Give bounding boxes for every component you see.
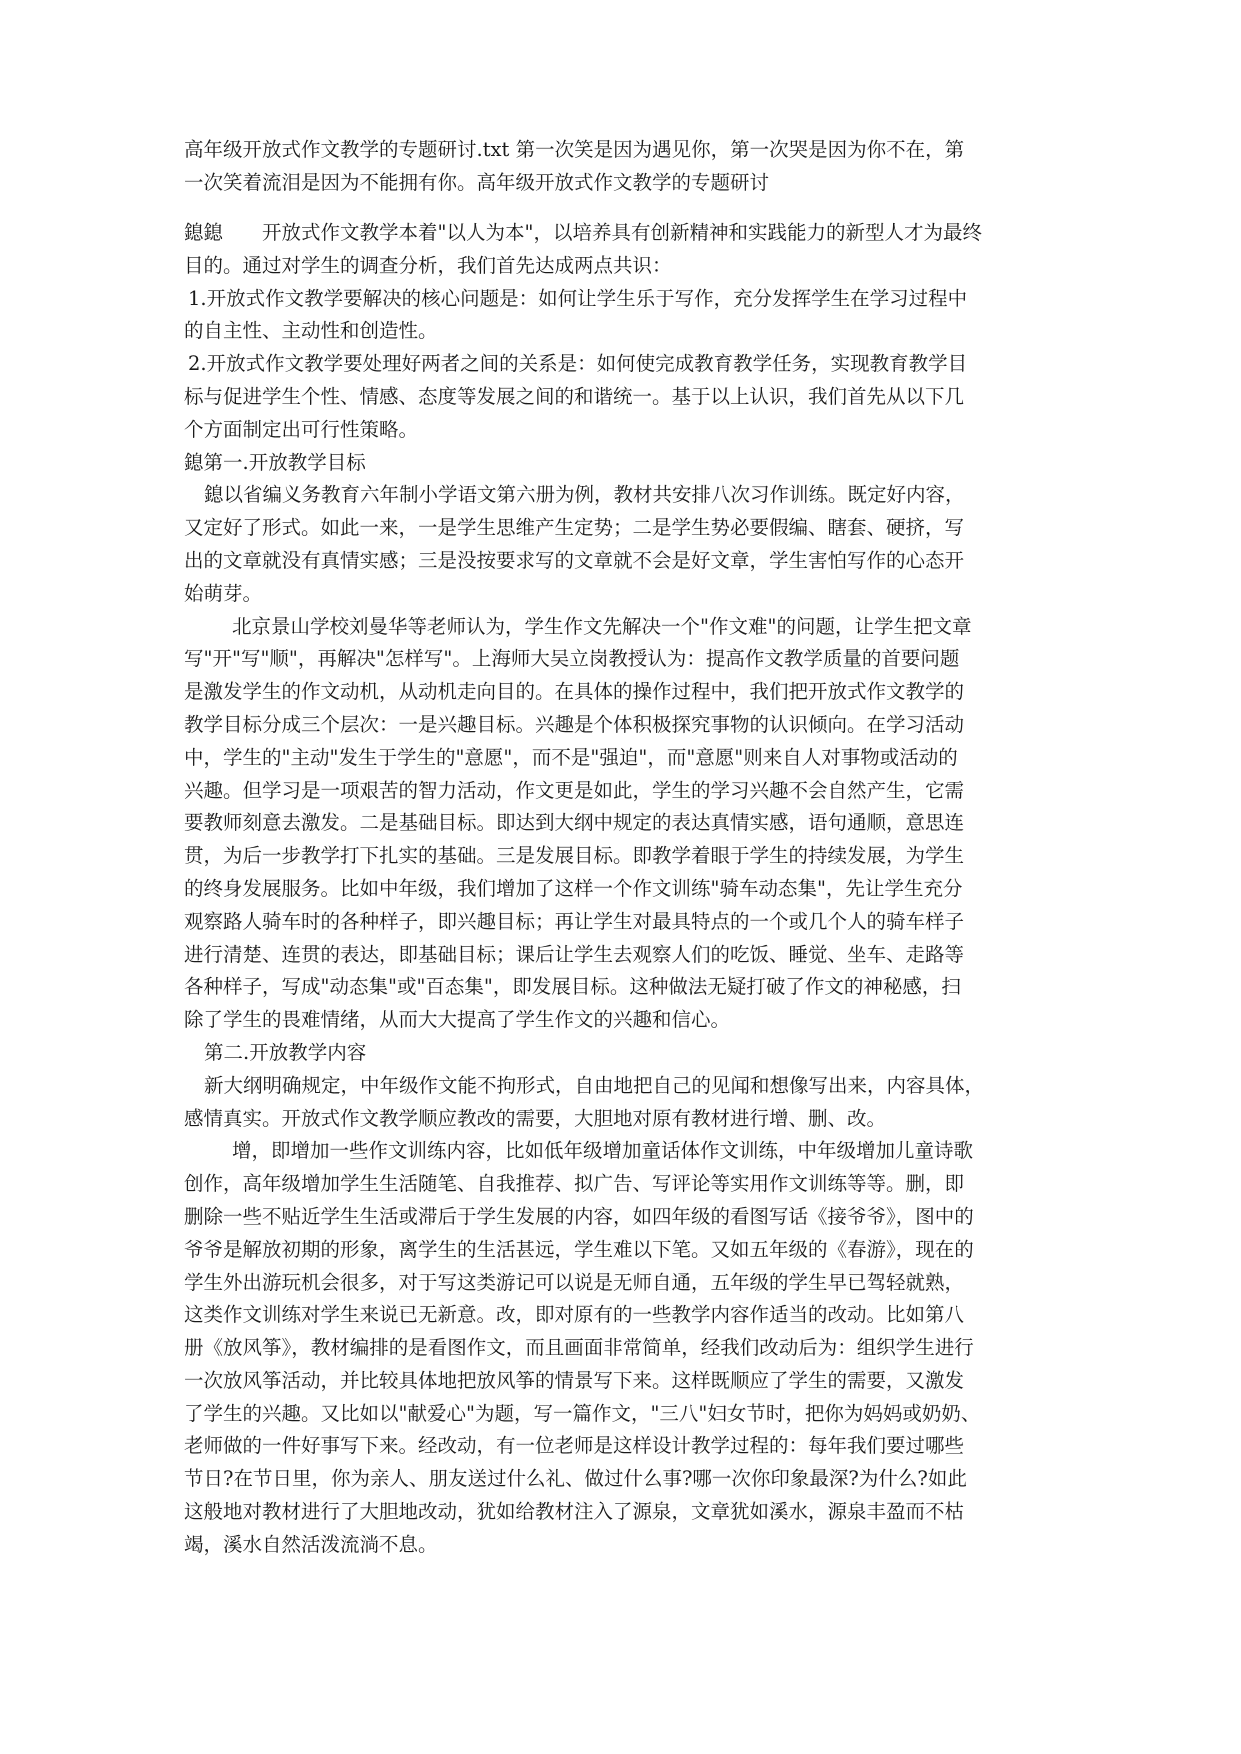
body-line: 增，即增加一些作文训练内容，比如低年级增加童话体作文训练，中年级增加儿童诗歌 (232, 1139, 974, 1163)
body-line: 北京景山学校刘曼华等老师认为，学生作文先解决一个"作文难"的问题，让学生把文章 (232, 614, 972, 638)
body-line: 兴趣。但学习是一项艰苦的智力活动，作文更是如此，学生的学习兴趣不会自然产生，它需 (184, 778, 965, 802)
body-line: 册《放风筝》，教材编排的是看图作文，而且画面非常简单，经我们改动后为：组织学生进行 (184, 1336, 974, 1360)
body-line: 标与促进学生个性、情感、态度等发展之间的和谐统一。基于以上认识，我们首先从以下几 (184, 384, 965, 408)
body-line: 要教师刻意去激发。二是基础目标。即达到大纲中规定的表达真情实感，语句通顺，意思连 (184, 811, 965, 835)
body-line: 出的文章就没有真情实感；三是没按要求写的文章就不会是好文章，学生害怕写作的心态开 (184, 548, 965, 572)
body-line: 感情真实。开放式作文教学顺应教改的需要，大胆地对原有教材进行增、删、改。 (184, 1106, 887, 1130)
body-line: 目的。通过对学生的调查分析，我们首先达成两点共识： (184, 253, 672, 277)
body-line: 的自主性、主动性和创造性。 (184, 319, 438, 343)
body-line: 鎴以省编义务教育六年制小学语文第六册为例，教材共安排八次习作训练。既定好内容， (204, 483, 965, 507)
body-line: 教学目标分成三个层次：一是兴趣目标。兴趣是个体积极探究事物的认识倾向。在学习活动 (184, 712, 965, 736)
section-heading: 第二.开放教学内容 (204, 1040, 367, 1064)
body-line: 是激发学生的作文动机，从动机走向目的。在具体的操作过程中，我们把开放式作文教学的 (184, 680, 965, 704)
body-line: 写"开"写"顺"，再解决"怎样写"。上海师大吴立岗教授认为：提高作文教学质量的首要问题 (184, 647, 960, 671)
document-header (184, 134, 1064, 200)
body-line: 观察路人骑车时的各种样子，即兴趣目标；再让学生对最具特点的一个或几个人的骑车样子 (184, 909, 965, 933)
body-line: 鎴鎴 开放式作文教学本着"以人为本"，以培养具有创新精神和实践能力的新型人才为最终 (184, 221, 982, 244)
body-line: 一次放风筝活动，并比较具体地把放风筝的情景写下来。这样既顺应了学生的需要，又激发 (184, 1368, 965, 1392)
body-line: 创作，高年级增加学生生活随笔、自我推荐、拟广告、写评论等实用作文训练等等。删，即 (184, 1172, 965, 1196)
document-body (184, 217, 1064, 1562)
body-line: 爷爷是解放初期的形象，离学生的生活甚远，学生难以下笔。又如五年级的《春游》，现在的 (184, 1237, 974, 1261)
body-line: 这般地对教材进行了大胆地改动，犹如给教材注入了源泉，文章犹如溪水，源泉丰盈而不枯 (184, 1500, 965, 1524)
body-line: 老师做的一件好事写下来。经改动，有一位老师是这样设计教学过程的：每年我们要过哪些 (184, 1434, 965, 1458)
header-line-1: 高年级开放式作文教学的专题研讨.txt 第一次笑是因为遇见你，第一次哭是因为你不在，第 (184, 138, 965, 161)
body-line: 始萌芽。 (184, 581, 263, 605)
body-line: 竭，溪水自然活泼流淌不息。 (184, 1532, 438, 1556)
body-line: 各种样子，写成"动态集"或"百态集"，即发展目标。这种做法无疑打破了作文的神秘感，扫 (184, 975, 961, 999)
body-line: 2.开放式作文教学要处理好两者之间的关系是：如何使完成教育教学任务，实现教育教学目 (188, 352, 968, 376)
body-line: 个方面制定出可行性策略。 (184, 417, 419, 441)
body-line: 节日?在节日里，你为亲人、朋友送过什么礼、做过什么事?哪一次你印象最深?为什么?如此 (184, 1467, 967, 1491)
header-line-2: 一次笑着流泪是因为不能拥有你。高年级开放式作文教学的专题研讨 (184, 170, 770, 194)
body-line: 贯，为后一步教学打下扎实的基础。三是发展目标。即教学着眼于学生的持续发展，为学生 (184, 844, 965, 868)
section-heading: 鎴第一.开放教学目标 (184, 450, 366, 474)
body-line: 除了学生的畏难情绪，从而大大提高了学生作文的兴趣和信心。 (184, 1008, 731, 1032)
body-line: 删除一些不贴近学生生活或滞后于学生发展的内容，如四年级的看图写话《接爷爷》，图中的 (184, 1204, 974, 1228)
body-line: 1.开放式作文教学要解决的核心问题是：如何让学生乐于写作，充分发挥学生在学习过程中 (188, 286, 968, 310)
body-line: 中，学生的"主动"发生于学生的"意愿"，而不是"强迫"，而"意愿"则来自人对事物或活动的 (184, 745, 958, 769)
body-line: 的终身发展服务。比如中年级，我们增加了这样一个作文训练"骑车动态集"，先让学生充分 (184, 876, 963, 900)
body-line: 学生外出游玩机会很多，对于写这类游记可以说是无师自通，五年级的学生早已驾轻就熟， (184, 1270, 965, 1294)
body-line: 这类作文训练对学生来说已无新意。改，即对原有的一些教学内容作适当的改动。比如第八 (184, 1303, 965, 1327)
body-line: 进行清楚、连贯的表达，即基础目标；课后让学生去观察人们的吃饭、睡觉、坐车、走路等 (184, 942, 965, 966)
body-line: 了学生的兴趣。又比如以"献爱心"为题，写一篇作文，"三八"妇女节时，把你为妈妈或奶奶、 (184, 1401, 981, 1425)
body-line: 又定好了形式。如此一来，一是学生思维产生定势；二是学生势必要假编、瞎套、硬挤，写 (184, 516, 965, 540)
body-line: 新大纲明确规定，中年级作文能不拘形式，自由地把自己的见闻和想像写出来，内容具体， (204, 1073, 985, 1097)
